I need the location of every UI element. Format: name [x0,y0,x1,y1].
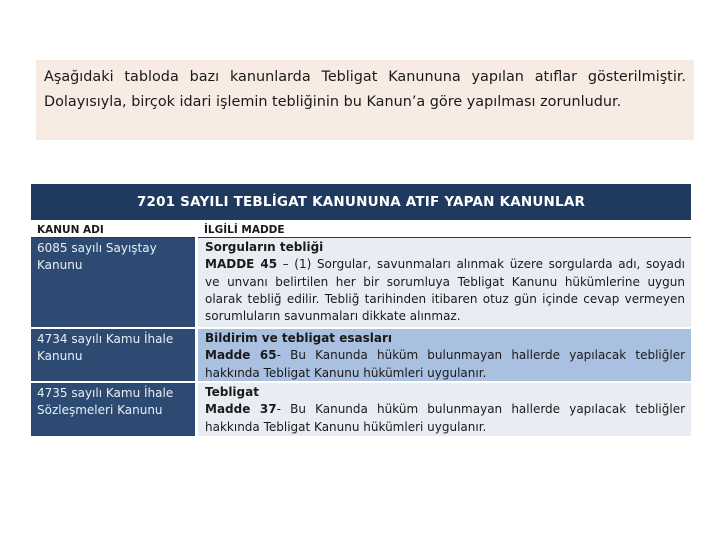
references-table [31,184,691,436]
table-title: 7201 SAYILI TEBLİGAT KANUNUNA ATIF YAPAN KANUNLAR [31,184,691,220]
table-row-article-6085 [198,238,691,327]
column-divider [195,238,198,436]
article-body: – (1) Sorgular, savunmaları alınmak üzere sorgularda adı, soyadı ve unvanı belirtilen her bir sorumluya Tebligat Kanunu hükümlerine uygun olarak tebliğ edilir. Tebliğ tarihinden itibaren otuz gün içinde cevap vermeyen sorumluların savunmaları dikkate alınmaz. [205,257,685,324]
article-text [205,256,685,325]
article-text [205,347,685,382]
article-body: - Bu Kanunda hüküm bulunmayan hallerde yapılacak tebliğler hakkında Tebligat Kanunu hükümleri uygulanır. [205,402,686,434]
article-body: - Bu Kanunda hüküm bulunmayan hallerde yapılacak tebliğler hakkında Tebligat Kanunu hükümleri uygulanır. [205,348,686,380]
article-label: Madde 65 [205,348,277,363]
column-header-law: KANUN ADI [31,220,195,238]
law-name: 4735 sayılı Kamu İhale Sözleşmeleri Kanunu [37,386,174,417]
article-label: Madde 37 [205,402,277,417]
table-row-law-6085 [31,238,195,327]
table-row-article-4734 [198,329,691,381]
article-text [205,401,685,436]
table-row-article-4735 [198,383,691,436]
article-label: MADDE 45 [205,257,278,272]
article-heading: Tebligat [205,385,259,399]
intro-paragraph: Aşağıdaki tabloda bazı kanunlarda Tebligat Kanununa yapılan atıflar gösterilmiştir. Dolayısıyla, birçok idari işlemin tebliğinin bu Kanun’a göre yapılması zorunludur. [36,60,694,140]
table-row-law-4735 [31,383,195,436]
table-row-law-4734 [31,329,195,381]
law-name: 6085 sayılı Sayıştay Kanunu [37,241,157,272]
law-name: 4734 sayılı Kamu İhale Kanunu [37,332,174,363]
article-heading: Bildirim ve tebligat esasları [205,331,392,345]
article-heading: Sorguların tebliği [205,240,324,254]
column-header-article: İLGİLİ MADDE [198,220,691,238]
